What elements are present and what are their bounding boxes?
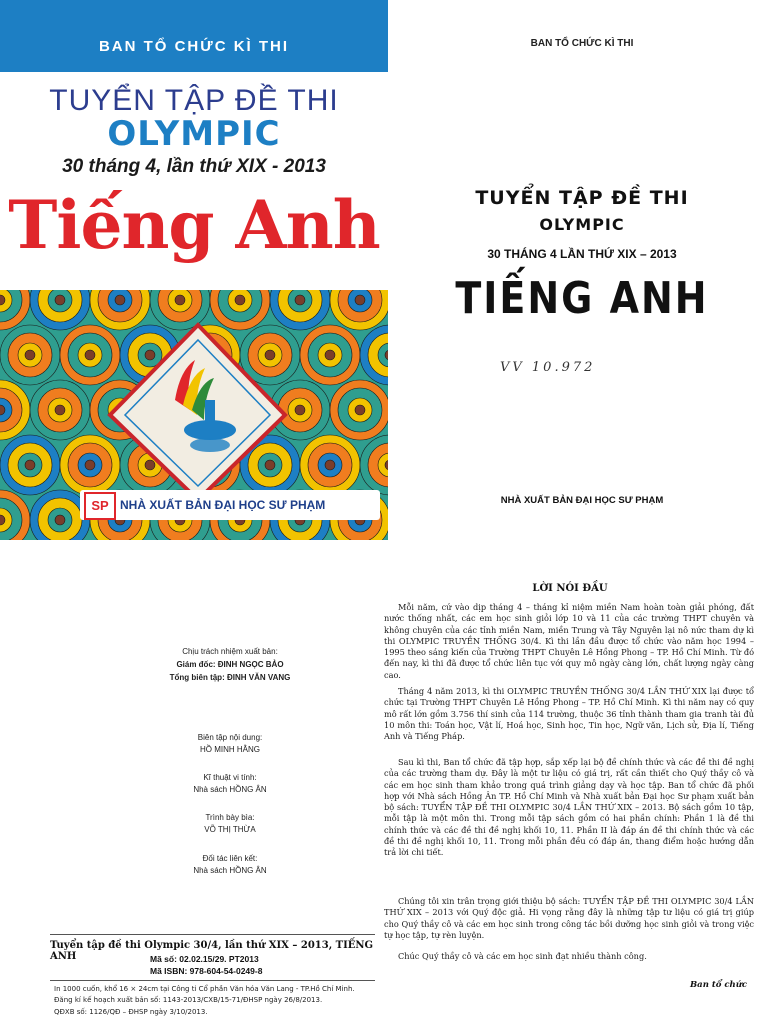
pattern-circle bbox=[265, 460, 275, 470]
preface-paragraph: Sau kì thi, Ban tổ chức đã tập hợp, sắp xếp lại bộ đề chính thức và các đề thi đề nghị của các trường tham dự. Đây là một tư liệu có giá trị, rất cần thiết cho Quý thầy cô và các em học sinh tham khảo trong quá trình giảng dạy và học tập. Ban tổ chức đã phối hợp với Nhà sách Hồng Ân TP. Hồ Chí Minh và Nhà xuất bản Đại học Sư phạm xuất bản bộ sách: TUYỂN TẬP ĐỀ THI OLYMPIC 30/4 LẦN THỨ XIX – 2013. Bộ sách gồm 10 tập, mỗi tập là một môn thi. Trong mỗi tập sách gồm có hai phần chính: Phần 1 là đề thi chính thức và các đề thi đề nghị khối 10, 11. Phần II là đáp án đề thi chính thức và các đề thi đề nghị khối 10, 11. Trong mỗi phần đều có đáp án, thang điểm hoặc hướng dẫn trả lời chi tiết. bbox=[384, 757, 754, 858]
cover-title-line2: OLYMPIC bbox=[107, 114, 281, 154]
publisher-logo-icon: SP bbox=[84, 492, 116, 520]
partner-label: Đối tác liên kết: bbox=[202, 854, 258, 863]
cover-design-label: Trình bày bìa: bbox=[205, 813, 255, 822]
cover-title-line1: TUYỂN TẬP ĐỀ THI bbox=[49, 84, 339, 117]
pattern-circle bbox=[235, 295, 245, 305]
content-editor: HỒ MINH HẰNG bbox=[200, 745, 260, 754]
pattern-circle bbox=[145, 350, 155, 360]
pattern-circle bbox=[325, 350, 335, 360]
pattern-circle bbox=[55, 405, 65, 415]
pattern-circle bbox=[265, 350, 275, 360]
preface-signature: Ban tổ chức bbox=[690, 980, 748, 990]
pattern-circle bbox=[85, 350, 95, 360]
pattern-circle bbox=[295, 295, 305, 305]
pattern-circle bbox=[25, 460, 35, 470]
preface-paragraph: Chúng tôi xin trân trọng giới thiệu bộ sách: TUYỂN TẬP ĐỀ THI OLYMPIC 30/4 LẦN THỨ XIX – 2013 với Quý độc giả. Hi vọng rằng đây là những tập tư liệu có giá trị giúp cho Quý thầy cô và các em học sinh trong công tác bồi dưỡng học sinh giỏi và trong việc tự học tập, tự rèn luyện. bbox=[384, 896, 754, 940]
pattern-circle bbox=[355, 295, 365, 305]
cover-designer: VÕ THỊ THỪA bbox=[204, 825, 256, 834]
title-page-organizer: BAN TỔ CHỨC KÌ THI bbox=[530, 38, 634, 49]
pattern-circle bbox=[295, 405, 305, 415]
book-isbn: Mã ISBN: 978-604-54-0249-8 bbox=[150, 966, 263, 976]
title-page-line2: OLYMPIC bbox=[539, 215, 625, 234]
colophon-divider bbox=[50, 934, 375, 935]
pattern-circle bbox=[55, 295, 65, 305]
pattern-circle bbox=[115, 295, 125, 305]
tech-label: Kĩ thuật vi tính: bbox=[203, 773, 257, 782]
partner-name: Nhà sách HỒNG ÂN bbox=[193, 866, 267, 875]
title-page-line1: TUYỂN TẬP ĐỀ THI bbox=[475, 187, 689, 209]
pattern-circle bbox=[355, 405, 365, 415]
colophon-divider-2 bbox=[50, 980, 375, 981]
tech-name: Nhà sách HỒNG ÂN bbox=[193, 785, 267, 794]
book-cover bbox=[0, 0, 388, 540]
imprint-line: Đăng kí kế hoạch xuất bản số: 1143-2013/CXB/15-71/ĐHSP ngày 26/8/2013. bbox=[54, 996, 323, 1004]
pattern-circle bbox=[85, 460, 95, 470]
book-code: Mã số: 02.02.15/29. PT2013 bbox=[150, 954, 259, 964]
title-page-publisher: NHÀ XUẤT BẢN ĐẠI HỌC SƯ PHẠM bbox=[500, 495, 664, 506]
imprint-line: QĐXB số: 1126/QĐ – ĐHSP ngày 3/10/2013. bbox=[54, 1008, 208, 1016]
editor-in-chief: Tổng biên tập: ĐINH VĂN VANG bbox=[169, 673, 291, 682]
imprint-line: In 1000 cuốn, khổ 16 × 24cm tại Công ti Cổ phần Văn hóa Văn Lang - TP.Hồ Chí Minh. bbox=[54, 985, 355, 993]
pattern-circle bbox=[145, 460, 155, 470]
cover-publisher-name: NHÀ XUẤT BẢN ĐẠI HỌC SƯ PHẠM bbox=[120, 498, 326, 512]
preface-paragraph: Mỗi năm, cứ vào dịp tháng 4 – tháng kỉ niệm miền Nam hoàn toàn giải phóng, đất nước thống nhất, các em học sinh giỏi lớp 10 và 11 của các trường THPT chuyên và không chuyên của các tỉnh miền Nam, miền Trung và Tây Nguyên lại nô nức tham dự kì thi OLYMPIC TRUYỀN THỐNG 30/4. Kì thi lần đầu được tổ chức vào năm học 1994 – 1995 theo sáng kiến của Trường THPT Chuyên Lê Hồng Phong – TP. Hồ Chí Minh. Từ đó đến nay, kì thi đã được tổ chức liên tục với quy mô ngày càng lớn, chất lượng ngày càng cao. bbox=[384, 602, 754, 680]
cover-title-subject: Tiếng Anh bbox=[8, 186, 380, 264]
library-stamp: VV 10.972 bbox=[500, 360, 596, 375]
pattern-circle bbox=[175, 295, 185, 305]
title-page-subject: TIẾNG ANH bbox=[455, 272, 709, 324]
preface-paragraph: Chúc Quý thầy cô và các em học sinh đạt nhiều thành công. bbox=[398, 951, 647, 961]
cover-top-band bbox=[0, 0, 388, 72]
pattern-circle bbox=[325, 460, 335, 470]
colophon-book-title: Tuyển tập đề thi Olympic 30/4, lần thứ XIX – 2013, TIẾNG ANH bbox=[50, 940, 374, 962]
cover-organizer: BAN TỔ CHỨC KÌ THI bbox=[98, 38, 290, 55]
preface-title: LỜI NÓI ĐẦU bbox=[532, 583, 608, 594]
cover-title-line3: 30 tháng 4, lần thứ XIX - 2013 bbox=[62, 156, 326, 177]
responsible-label: Chịu trách nhiệm xuất bản: bbox=[182, 647, 278, 656]
pattern-circle bbox=[25, 350, 35, 360]
title-page-line3: 30 THÁNG 4 LẦN THỨ XIX – 2013 bbox=[487, 247, 677, 261]
pattern-circle bbox=[55, 515, 65, 525]
preface-paragraph: Tháng 4 năm 2013, kì thi OLYMPIC TRUYỀN THỐNG 30/4 LẦN THỨ XIX lại được tổ chức tại Trường THPT Chuyên Lê Hồng Phong – TP. Hồ Chí Minh. Kì thi năm nay có quy mô rất lớn gồm 3.756 thí sinh của 114 trường, thuộc 36 tỉnh thành tham gia tranh tài đủ 10 môn thi: Toán học, Vật lí, Hoá học, Sinh học, Tin học, Ngữ văn, Lịch sử, Địa lí, Tiếng Anh và Tiếng Pháp. bbox=[384, 686, 754, 742]
content-editor-label: Biên tập nội dung: bbox=[197, 733, 263, 742]
director: Giám đốc: ĐINH NGỌC BẢO bbox=[176, 660, 284, 669]
